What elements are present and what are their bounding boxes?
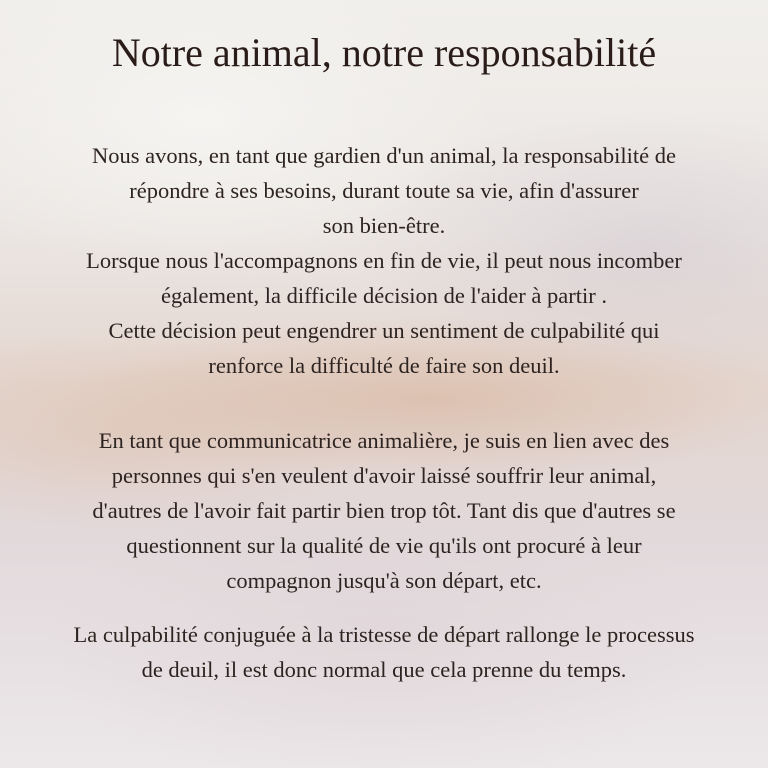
post-title: Notre animal, notre responsabilité xyxy=(111,30,657,75)
text-line: compagnon jusqu'à son départ, etc. xyxy=(226,568,542,593)
text-line: de deuil, il est donc normal que cela prenne du temps. xyxy=(141,657,627,682)
paragraph-guilt-grief xyxy=(14,617,754,687)
text-line: personnes qui s'en veulent d'avoir laissé souffrir leur animal, xyxy=(111,463,657,488)
text-line: La culpabilité conjuguée à la tristesse de départ rallonge le processus xyxy=(73,622,695,647)
text-line: renforce la difficulté de faire son deuil. xyxy=(208,353,560,378)
text-line: Lorsque nous l'accompagnons en fin de vie, il peut nous incomber xyxy=(86,248,682,273)
text-line: d'autres de l'avoir fait partir bien trop tôt. Tant dis que d'autres se xyxy=(92,498,676,523)
text-line: Cette décision peut engendrer un sentiment de culpabilité qui xyxy=(108,318,660,343)
text-line: Nous avons, en tant que gardien d'un animal, la responsabilité de xyxy=(92,143,676,168)
text-line: également, la difficile décision de l'aider à partir . xyxy=(161,283,607,308)
paragraph-communicator xyxy=(14,423,754,598)
text-line: son bien-être. xyxy=(322,213,446,238)
text-line: En tant que communicatrice animalière, je suis en lien avec des xyxy=(98,428,670,453)
text-line: questionnent sur la qualité de vie qu'ils ont procuré à leur xyxy=(126,533,642,558)
text-line: répondre à ses besoins, durant toute sa vie, afin d'assurer xyxy=(129,178,639,203)
paragraph-responsibility xyxy=(14,138,754,383)
